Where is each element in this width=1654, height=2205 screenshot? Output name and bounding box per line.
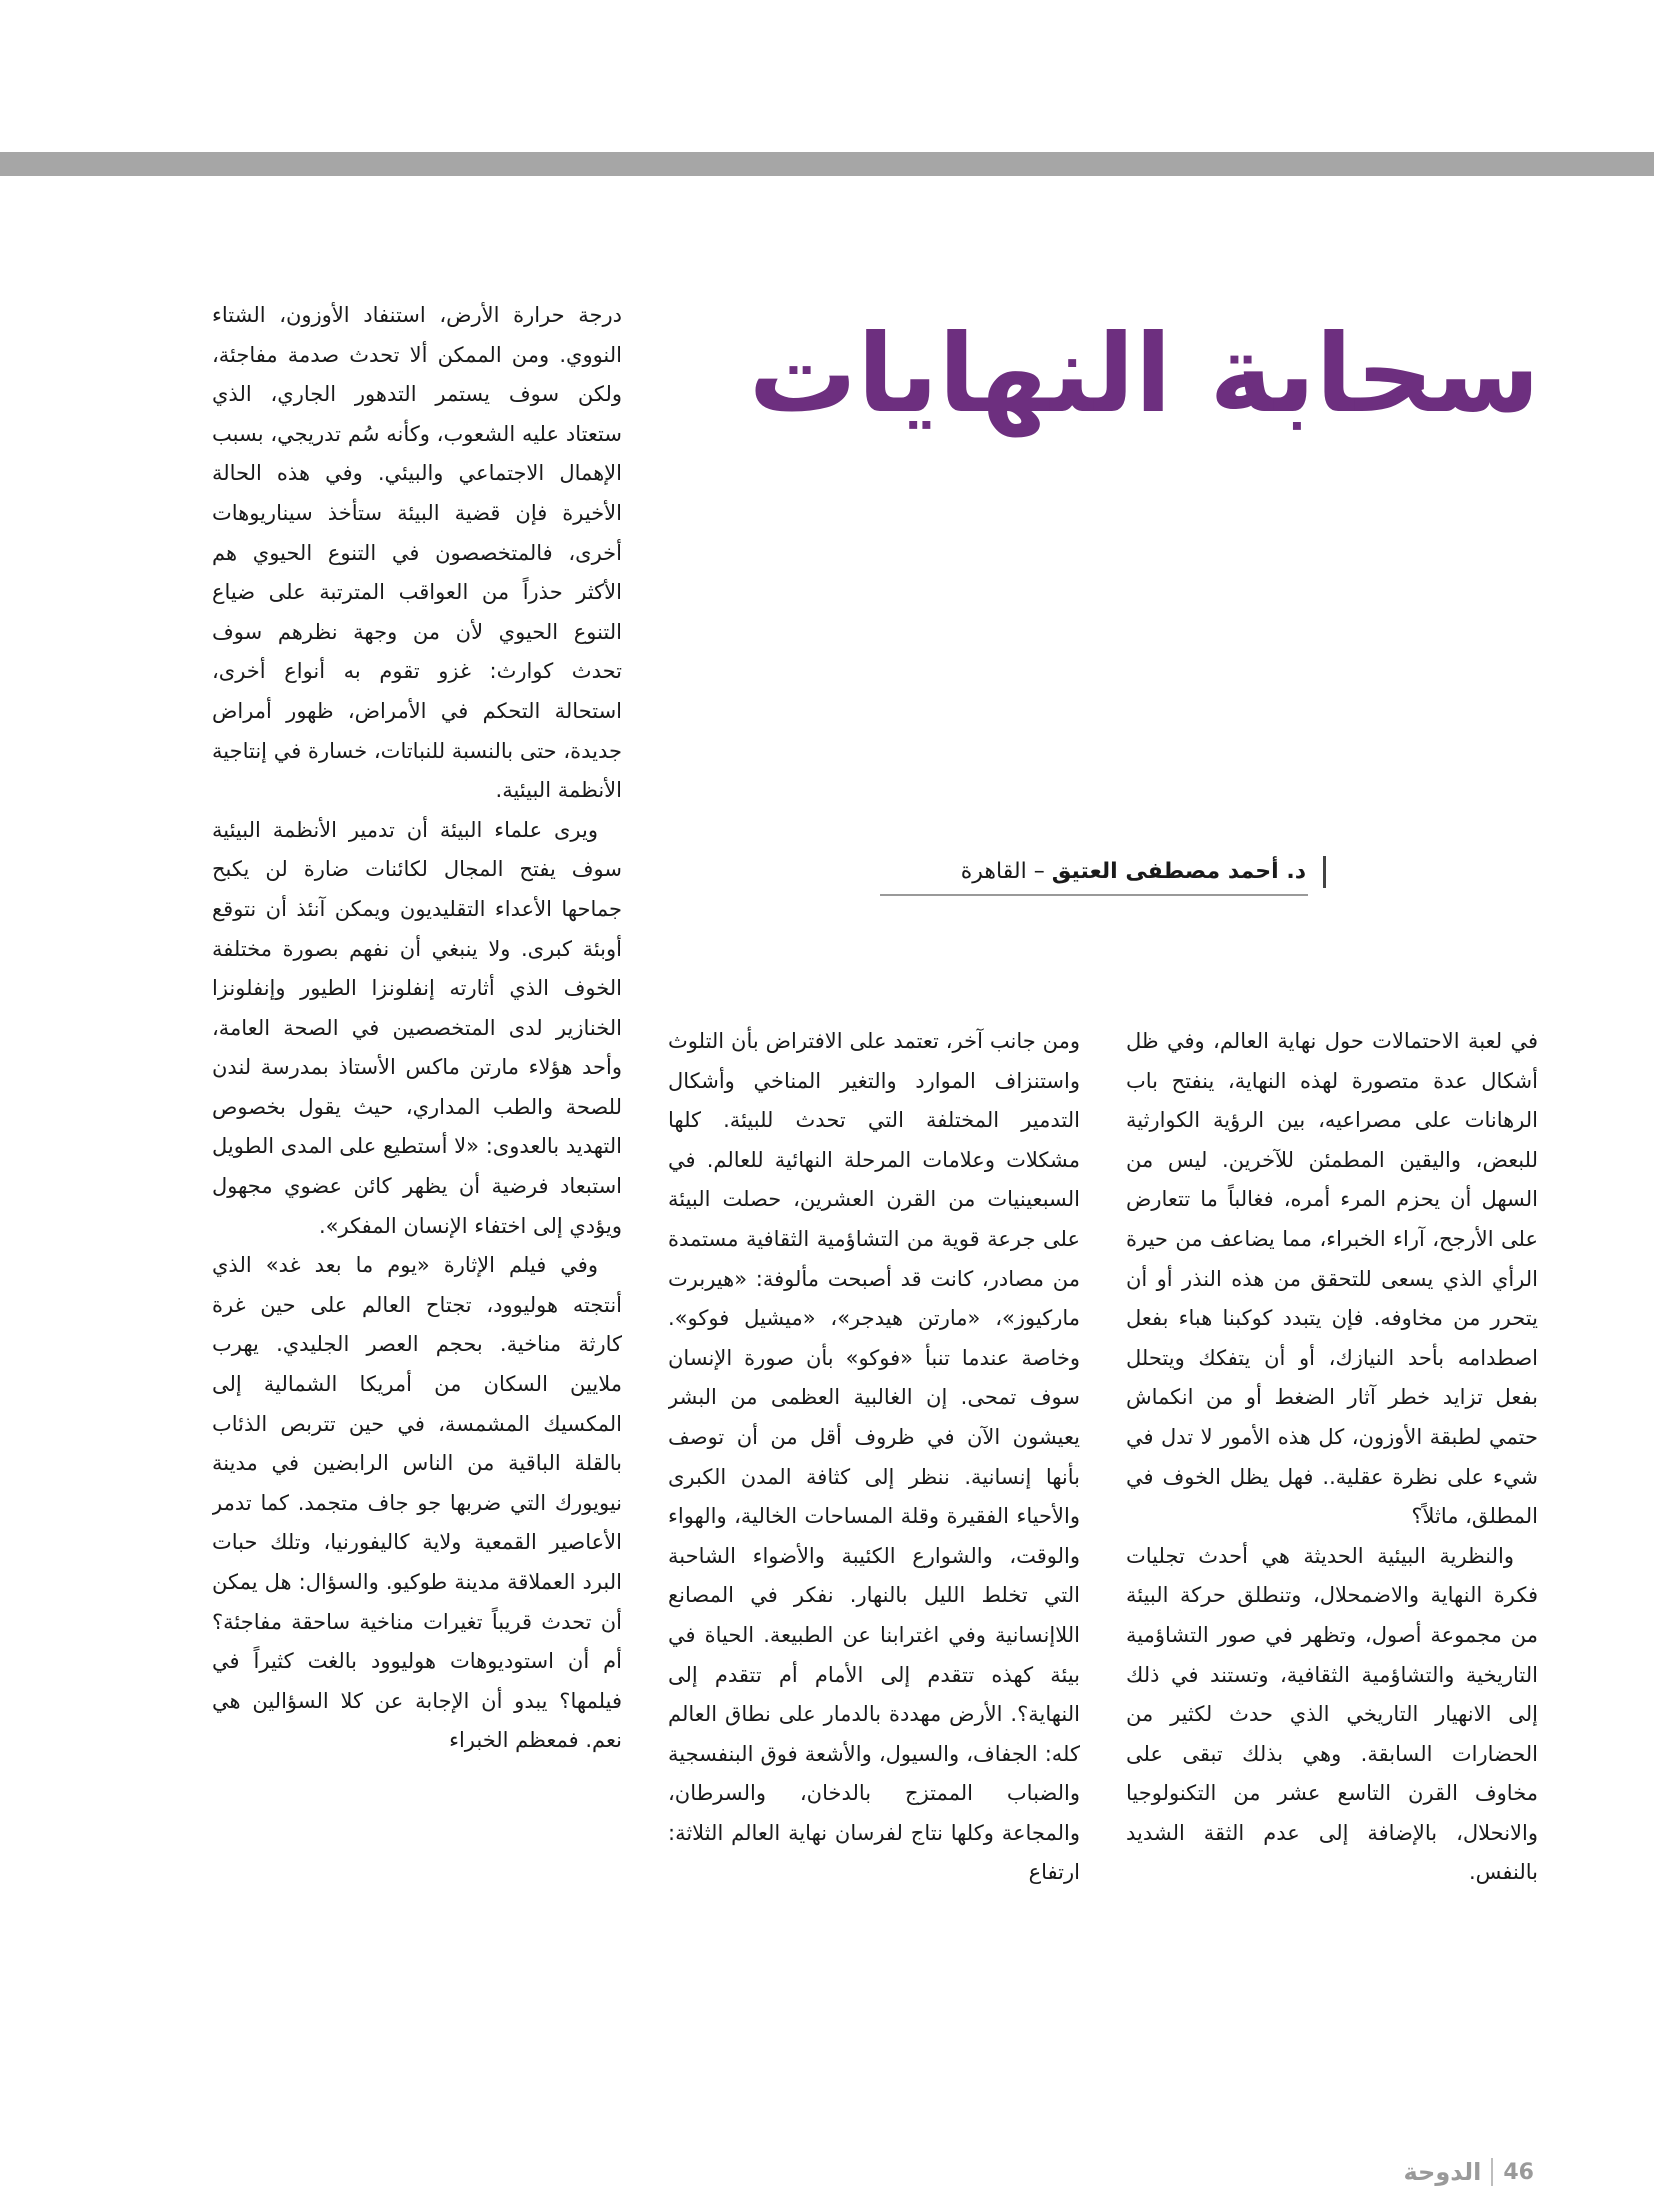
paragraph: في لعبة الاحتمالات حول نهاية العالم، وفي ظل أشكال عدة متصورة لهذه النهاية، ينفتح باب الرهانات على مصراعيه، بين الرؤية الكوارثية للبعض، واليقين المطمئن للآخرين. ليس من السهل أن يحزم المرء أمره، فغالباً ما تتعارض على الأرجح، آراء الخبراء، مما يضاعف من حيرة الرأي الذي يسعى للتحقق من هذه النذر أو أن يتحرر من مخاوفه. فإن يتبدد كوكبنا هباء بفعل اصطدامه بأحد النيازك، أو أن يتفكك ويتحلل بفعل تزايد خطر آثار الضغط أو من انكماش حتمي لطبقة الأوزون، كل هذه الأمور لا تدل في شيء على نظرة عقلية.. فهل يظل الخوف في المطلق، ماثلاً؟	[1126, 1029, 1538, 1529]
byline-city: القاهرة	[960, 859, 1027, 884]
paragraph: وفي فيلم الإثارة «يوم ما بعد غد» الذي أنتجته هوليوود، تجتاح العالم على حين غرة كارثة مناخية. بحجم العصر الجليدي. يهرب ملايين السكان من أمريكا الشمالية إلى المكسيك المشمسة، في حين تتربص الذئاب بالقلة الباقية من الناس الرابضين في مدينة نيويورك التي ضربها جو جاف متجمد. كما تدمر الأعاصير القمعية ولاية كاليفورنيا، وتلك حبات البرد العملاقة مدينة طوكيو. والسؤال: هل يمكن أن تحدث قريباً تغيرات مناخية ساحقة مفاجئة؟ أم أن استوديوهات هوليوود بالغت كثيراً في فيلمها؟ يبدو أن الإجابة عن كلا السؤالين هي نعم. فمعظم الخبراء	[212, 1253, 622, 1753]
article-column-right	[1126, 1022, 1538, 2046]
paragraph: والنظرية البيئية الحديثة هي أحدث تجليات فكرة النهاية والاضمحلال، وتنطلق حركة البيئة من مجموعة أصول، وتظهر في صور التشاؤمية التاريخية والتشاؤمية الثقافية، وتستند في ذلك إلى الانهيار التاريخي الذي حدث لكثير من الحضارات السابقة. وهي بذلك تبقى على مخاوف القرن التاسع عشر من التكنولوجيا والانحلال، بالإضافة إلى عدم الثقة الشديد بالنفس.	[1126, 1543, 1538, 1885]
header-rule-bar	[0, 152, 1654, 176]
page-footer	[1386, 2152, 1534, 2192]
byline-separator: –	[1033, 859, 1045, 884]
article-column-middle	[668, 1022, 1080, 2046]
article-column-left	[212, 296, 622, 2050]
paragraph: ويرى علماء البيئة أن تدمير الأنظمة البيئية سوف يفتح المجال لكائنات ضارة لن يكبح جماحها الأعداء التقليديون ويمكن آنئذ أن نتوقع أوبئة كبرى. ولا ينبغي أن نفهم بصورة مختلفة الخوف الذي أثارته إنفلونزا الطيور وإنفلونزا الخنازير لدى المتخصصين في الصحة العامة، وأحد هؤلاء مارتن ماكس الأستاذ بمدرسة لندن للصحة والطب المداري، حيث يقول بخصوص التهديد بالعدوى: «لا أستطيع على المدى الطويل استبعاد فرضية أن يظهر كائن عضوي مجهول ويؤدي إلى اختفاء الإنسان المفكر».	[212, 817, 622, 1238]
byline	[880, 852, 1326, 896]
byline-underline	[880, 894, 1308, 896]
paragraph: ومن جانب آخر، تعتمد على الافتراض بأن التلوث واستنزاف الموارد والتغير المناخي وأشكال التدمير المختلفة التي تحدث للبيئة. كلها مشكلات وعلامات المرحلة النهائية للعالم. في السبعينيات من القرن العشرين، حصلت البيئة على جرعة قوية من التشاؤمية الثقافية مستمدة من مصادر، كانت قد أصبحت مألوفة: «هيربرت ماركيوز»، «مارتن هيدجر»، «ميشيل فوكو». وخاصة عندما تنبأ «فوكو» بأن صورة الإنسان سوف تمحى. إن الغالبية العظمى من البشر يعيشون الآن في ظروف أقل من أن توصف بأنها إنسانية. ننظر إلى كثافة المدن الكبرى والأحياء الفقيرة وقلة المساحات الخالية، والهواء والوقت، والشوارع الكئيبة والأضواء الشاحبة التي تخلط الليل بالنهار. نفكر في المصانع اللاإنسانية وفي اغترابنا عن الطبيعة. الحياة في بيئة كهذه تتقدم إلى الأمام أم تتقدم إلى النهاية؟. الأرض مهددة بالدمار على نطاق العالم كله: الجفاف، والسيول، والأشعة فوق البنفسجية والضباب الممتزج بالدخان، والسرطان، والمجاعة وكلها نتاج لفرسان نهاية العالم الثلاثة: ارتفاع	[668, 1029, 1080, 1885]
byline-author: د. أحمد مصطفى العتيق	[1051, 859, 1306, 884]
page-number: 46	[1503, 2159, 1534, 2185]
paragraph: درجة حرارة الأرض، استنفاد الأوزون، الشتاء النووي. ومن الممكن ألا تحدث صدمة مفاجئة، ولكن سوف يستمر التدهور الجاري، الذي ستعتاد عليه الشعوب، وكأنه سُم تدريجي، بسبب الإهمال الاجتماعي والبيئي. وفي هذه الحالة الأخيرة فإن قضية البيئة ستأخذ سيناريوهات أخرى، فالمتخصصون في التنوع الحيوي هم الأكثر حذراً من العواقب المترتبة على ضياع التنوع الحيوي لأن من وجهة نظرهم سوف تحدث كوارث: غزو تقوم به أنواع أخرى، استحالة التحكم في الأمراض، ظهور أمراض جديدة، حتى بالنسبة للنباتات، خسارة في إنتاجية الأنظمة البيئية.	[212, 303, 622, 803]
byline-marker	[1323, 856, 1326, 888]
footer-divider	[1491, 2158, 1493, 2186]
magazine-logo: الدوحة	[1403, 2158, 1482, 2186]
article-title: سحابة النهايات	[748, 312, 1540, 437]
